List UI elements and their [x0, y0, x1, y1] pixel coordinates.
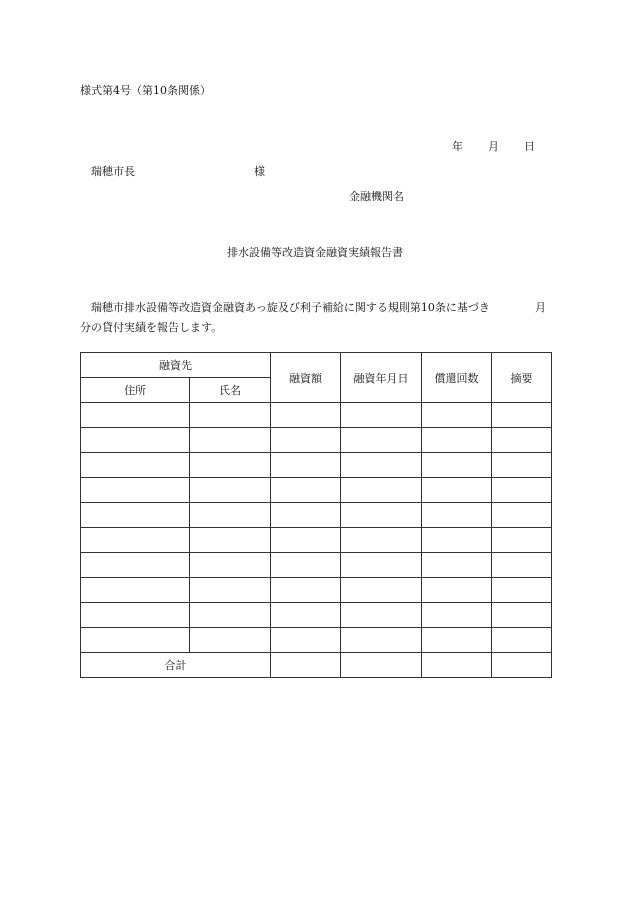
table-cell[interactable]	[492, 428, 552, 453]
header-remarks: 摘要	[492, 353, 552, 403]
table-cell[interactable]	[81, 403, 190, 428]
total-date-cell[interactable]	[341, 653, 422, 678]
header-loan-date: 融資年月日	[341, 353, 422, 403]
table-cell[interactable]	[341, 478, 422, 503]
table-cell[interactable]	[422, 578, 492, 603]
table-cell[interactable]	[81, 628, 190, 653]
table-cell[interactable]	[341, 628, 422, 653]
table-cell[interactable]	[422, 428, 492, 453]
table-cell[interactable]	[492, 628, 552, 653]
body-text-line2: 分の貸付実績を報告します。	[80, 321, 223, 334]
table-cell[interactable]	[271, 628, 341, 653]
table-cell[interactable]	[190, 428, 271, 453]
table-cell[interactable]	[81, 578, 190, 603]
table-cell[interactable]	[81, 428, 190, 453]
table-cell[interactable]	[81, 453, 190, 478]
table-cell[interactable]	[341, 553, 422, 578]
table-cell[interactable]	[81, 528, 190, 553]
total-repayment-cell[interactable]	[422, 653, 492, 678]
table-row	[81, 503, 552, 528]
table-cell[interactable]	[190, 528, 271, 553]
total-remarks-cell[interactable]	[492, 653, 552, 678]
table-cell[interactable]	[492, 453, 552, 478]
total-amount-cell[interactable]	[271, 653, 341, 678]
table-row	[81, 453, 552, 478]
loan-record-table	[80, 352, 552, 678]
table-cell[interactable]	[341, 428, 422, 453]
table-cell[interactable]	[422, 503, 492, 528]
table-cell[interactable]	[271, 528, 341, 553]
table-cell[interactable]	[492, 578, 552, 603]
table-cell[interactable]	[271, 478, 341, 503]
date-year-label: 年	[452, 140, 463, 153]
table-row	[81, 528, 552, 553]
table-cell[interactable]	[341, 453, 422, 478]
table-cell[interactable]	[190, 578, 271, 603]
header-repayment-count: 償還回数	[422, 353, 492, 403]
table-cell[interactable]	[81, 553, 190, 578]
body-text-line1: 瑞穂市排水設備等改造資金融資あっ旋及び利子補給に関する規則第10条に基づき	[91, 301, 490, 314]
body-month-label: 月	[535, 301, 546, 314]
table-cell[interactable]	[271, 578, 341, 603]
table-cell[interactable]	[271, 553, 341, 578]
date-month-label: 月	[488, 140, 499, 153]
table-cell[interactable]	[492, 478, 552, 503]
table-cell[interactable]	[422, 553, 492, 578]
header-loan-amount: 融資額	[271, 353, 341, 403]
table-row	[81, 403, 552, 428]
table-cell[interactable]	[492, 503, 552, 528]
table-cell[interactable]	[81, 603, 190, 628]
table-cell[interactable]	[492, 603, 552, 628]
table-cell[interactable]	[422, 603, 492, 628]
table-cell[interactable]	[341, 403, 422, 428]
table-cell[interactable]	[190, 553, 271, 578]
table-row	[81, 478, 552, 503]
table-cell[interactable]	[341, 528, 422, 553]
form-number: 様式第4号（第10条関係）	[80, 84, 211, 97]
table-cell[interactable]	[190, 503, 271, 528]
table-body	[81, 403, 552, 653]
table-cell[interactable]	[422, 478, 492, 503]
table-row	[81, 603, 552, 628]
table-cell[interactable]	[271, 428, 341, 453]
table-cell[interactable]	[190, 453, 271, 478]
table-cell[interactable]	[341, 603, 422, 628]
header-name: 氏名	[190, 378, 271, 403]
recipient: 瑞穂市長	[91, 165, 135, 178]
table-cell[interactable]	[81, 503, 190, 528]
total-label: 合計	[81, 653, 271, 678]
table-cell[interactable]	[190, 478, 271, 503]
table-cell[interactable]	[422, 628, 492, 653]
table-cell[interactable]	[492, 403, 552, 428]
table-cell[interactable]	[422, 528, 492, 553]
document-title: 排水設備等改造資金融資実績報告書	[227, 246, 403, 259]
table-cell[interactable]	[190, 403, 271, 428]
table-cell[interactable]	[492, 553, 552, 578]
date-day-label: 日	[524, 140, 535, 153]
table-row	[81, 628, 552, 653]
table-cell[interactable]	[341, 503, 422, 528]
table-row	[81, 428, 552, 453]
table-cell[interactable]	[190, 628, 271, 653]
header-borrower: 融資先	[81, 353, 271, 378]
honorific: 様	[254, 165, 265, 178]
table-cell[interactable]	[422, 453, 492, 478]
table-cell[interactable]	[422, 403, 492, 428]
table-cell[interactable]	[341, 578, 422, 603]
table-cell[interactable]	[271, 453, 341, 478]
table-row	[81, 578, 552, 603]
table-cell[interactable]	[190, 603, 271, 628]
table-cell[interactable]	[271, 403, 341, 428]
institution-name-label: 金融機関名	[349, 190, 404, 203]
table-cell[interactable]	[271, 503, 341, 528]
table-cell[interactable]	[492, 528, 552, 553]
header-address: 住所	[81, 378, 190, 403]
table-cell[interactable]	[81, 478, 190, 503]
table-cell[interactable]	[271, 603, 341, 628]
table-row	[81, 553, 552, 578]
